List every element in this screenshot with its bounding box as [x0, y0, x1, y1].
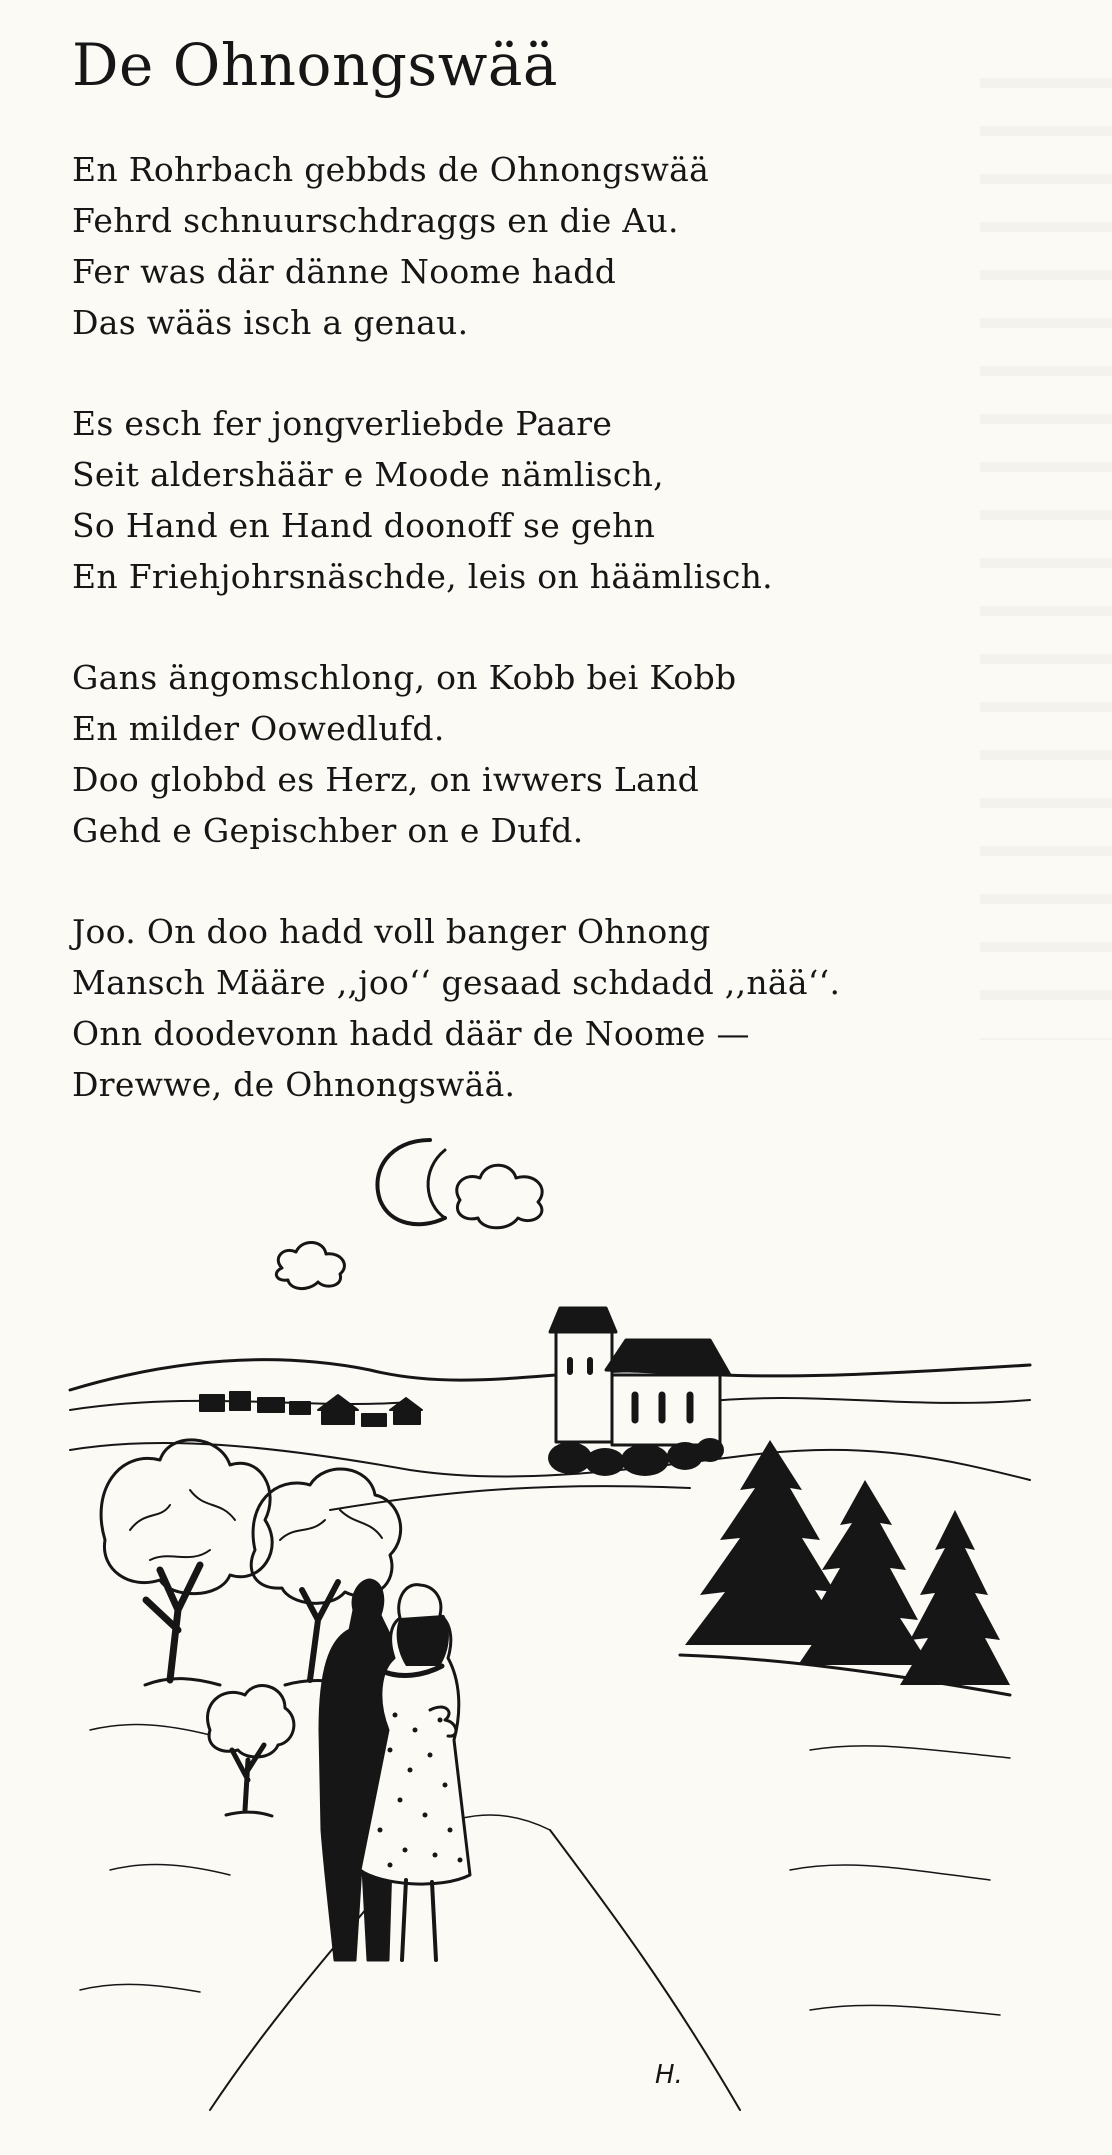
poem-line: En Friehjohrsnäschde, leis on häämlisch. — [72, 557, 773, 596]
couple-icon — [320, 1580, 470, 1960]
poem-line: Seit aldershäär e Moode nämlisch, — [72, 455, 664, 494]
poem-line: Es esch fer jongverliebde Paare — [72, 404, 613, 443]
village-icon — [200, 1392, 422, 1426]
poem-line: En Rohrbach gebbds de Ohnongswää — [72, 150, 710, 189]
moon-icon — [377, 1140, 445, 1224]
small-cloud-icon — [276, 1242, 344, 1288]
bleed-through-shadow — [980, 40, 1112, 1040]
stanza-1 — [72, 144, 972, 348]
poem-line: Doo globbd es Herz, on iwwers Land — [72, 760, 700, 799]
stanza-3 — [72, 652, 972, 856]
artist-signature: H. — [655, 2060, 683, 2090]
stanza-2 — [72, 398, 972, 602]
stanza-4 — [72, 906, 972, 1110]
poem-line: Gans ängomschlong, on Kobb bei Kobb — [72, 658, 737, 697]
small-tree-icon — [208, 1686, 294, 1816]
fir-trees-icon — [685, 1440, 1010, 1685]
poem-line: En milder Oowedlufd. — [72, 709, 445, 748]
poem-line: Mansch Määre ,,joo‘‘ gesaad schdadd ,,nää‘‘. — [72, 963, 841, 1002]
landscape-illustration — [50, 1110, 1050, 2120]
cloud-icon — [457, 1165, 542, 1228]
poem-line: Drewwe, de Ohnongswää. — [72, 1065, 516, 1104]
poem-line: Gehd e Gepischber on e Dufd. — [72, 811, 584, 850]
poem-body — [72, 144, 972, 1160]
poem-line: Fehrd schnuurschdraggs en die Au. — [72, 201, 679, 240]
poem-line: Fer was där dänne Noome hadd — [72, 252, 617, 291]
church-icon — [550, 1308, 730, 1445]
poem-title: De Ohnongswää — [72, 31, 558, 99]
tree-left-icon — [101, 1440, 272, 1685]
poem-line: Joo. On doo hadd voll banger Ohnong — [72, 912, 711, 951]
poem-line: Onn doodevonn hadd däär de Noome — — [72, 1014, 750, 1053]
poem-line: Das wääs isch a genau. — [72, 303, 469, 342]
poem-line: So Hand en Hand doonoff se gehn — [72, 506, 656, 545]
